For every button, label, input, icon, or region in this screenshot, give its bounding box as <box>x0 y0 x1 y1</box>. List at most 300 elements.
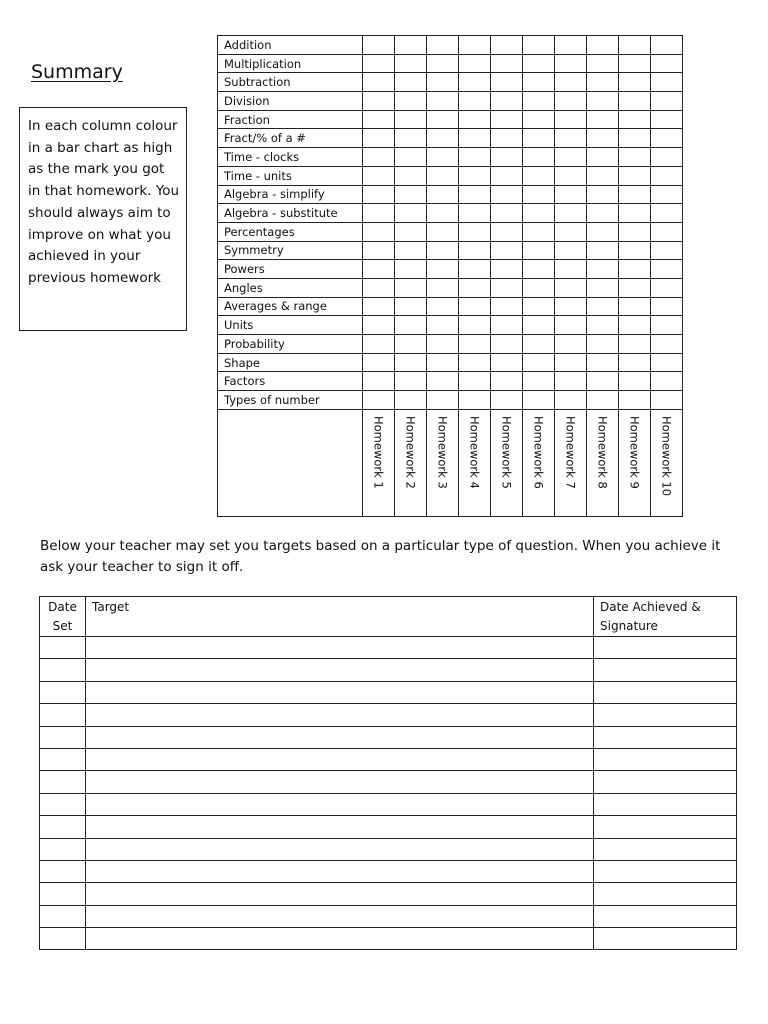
date-set-cell[interactable] <box>40 838 86 860</box>
homework-column-header <box>555 409 587 516</box>
mark-cell[interactable] <box>427 353 459 372</box>
mark-cell[interactable] <box>619 92 651 111</box>
topic-label: Units <box>218 316 363 335</box>
mark-cell[interactable] <box>523 185 555 204</box>
mark-cell[interactable] <box>555 92 587 111</box>
target-cell[interactable] <box>86 838 594 860</box>
target-cell[interactable] <box>86 748 594 770</box>
mark-cell[interactable] <box>459 222 491 241</box>
mark-cell[interactable] <box>619 391 651 410</box>
target-row <box>40 637 737 659</box>
mark-cell[interactable] <box>427 316 459 335</box>
mark-cell[interactable] <box>395 129 427 148</box>
target-cell[interactable] <box>86 704 594 726</box>
target-cell[interactable] <box>86 726 594 748</box>
mark-cell[interactable] <box>395 185 427 204</box>
mark-cell[interactable] <box>427 73 459 92</box>
mark-cell[interactable] <box>363 260 395 279</box>
mark-cell[interactable] <box>459 92 491 111</box>
mark-cell[interactable] <box>459 110 491 129</box>
mark-cell[interactable] <box>619 54 651 73</box>
mark-cell[interactable] <box>587 260 619 279</box>
mark-cell[interactable] <box>651 353 683 372</box>
mark-cell[interactable] <box>619 148 651 167</box>
mark-cell[interactable] <box>587 278 619 297</box>
mark-cell[interactable] <box>459 148 491 167</box>
topic-row <box>218 148 683 167</box>
mark-cell[interactable] <box>523 297 555 316</box>
mark-cell[interactable] <box>523 36 555 55</box>
homework-label: Homework 6 <box>531 415 546 489</box>
grid-corner-cell <box>218 409 363 516</box>
mark-cell[interactable] <box>427 185 459 204</box>
topic-label: Time - units <box>218 166 363 185</box>
target-cell[interactable] <box>86 771 594 793</box>
mark-cell[interactable] <box>523 278 555 297</box>
mark-cell[interactable] <box>555 241 587 260</box>
mark-cell[interactable] <box>363 166 395 185</box>
mark-cell[interactable] <box>555 204 587 223</box>
mark-cell[interactable] <box>491 110 523 129</box>
date-set-cell[interactable] <box>40 905 86 927</box>
date-achieved-cell[interactable] <box>594 928 737 950</box>
mark-cell[interactable] <box>459 73 491 92</box>
mark-cell[interactable] <box>523 92 555 111</box>
topic-row <box>218 73 683 92</box>
topic-label: Time - clocks <box>218 148 363 167</box>
date-set-cell[interactable] <box>40 726 86 748</box>
mark-cell[interactable] <box>427 148 459 167</box>
mark-cell[interactable] <box>459 241 491 260</box>
topic-row <box>218 110 683 129</box>
mark-cell[interactable] <box>651 73 683 92</box>
mark-cell[interactable] <box>427 222 459 241</box>
mark-cell[interactable] <box>363 73 395 92</box>
date-achieved-header: Date Achieved & Signature <box>594 597 737 637</box>
target-row <box>40 860 737 882</box>
mark-cell[interactable] <box>555 260 587 279</box>
mark-cell[interactable] <box>555 297 587 316</box>
mark-cell[interactable] <box>523 335 555 354</box>
topic-row <box>218 92 683 111</box>
mark-cell[interactable] <box>363 316 395 335</box>
mark-cell[interactable] <box>395 260 427 279</box>
date-set-cell[interactable] <box>40 860 86 882</box>
mark-cell[interactable] <box>459 353 491 372</box>
mark-cell[interactable] <box>491 391 523 410</box>
mark-cell[interactable] <box>459 316 491 335</box>
mark-cell[interactable] <box>523 166 555 185</box>
mark-cell[interactable] <box>523 391 555 410</box>
target-cell[interactable] <box>86 860 594 882</box>
mark-cell[interactable] <box>587 185 619 204</box>
mark-cell[interactable] <box>363 278 395 297</box>
mark-cell[interactable] <box>651 110 683 129</box>
target-row <box>40 659 737 681</box>
mark-cell[interactable] <box>491 185 523 204</box>
mark-cell[interactable] <box>363 297 395 316</box>
mark-cell[interactable] <box>427 54 459 73</box>
date-achieved-cell[interactable] <box>594 748 737 770</box>
date-set-cell[interactable] <box>40 816 86 838</box>
homework-column-header <box>395 409 427 516</box>
page-title: Summary <box>31 61 123 83</box>
mark-cell[interactable] <box>619 278 651 297</box>
date-set-cell[interactable] <box>40 681 86 703</box>
mark-cell[interactable] <box>363 92 395 111</box>
mark-cell[interactable] <box>427 166 459 185</box>
mark-cell[interactable] <box>491 316 523 335</box>
mark-cell[interactable] <box>491 54 523 73</box>
homework-label: Homework 3 <box>435 415 450 489</box>
targets-intro-text: Below your teacher may set you targets based on a particular type of question. When you achieve it ask your teacher to sign it off. <box>40 538 721 575</box>
mark-cell[interactable] <box>363 129 395 148</box>
homework-label: Homework 9 <box>627 415 642 489</box>
mark-cell[interactable] <box>427 204 459 223</box>
mark-cell[interactable] <box>587 129 619 148</box>
mark-cell[interactable] <box>491 92 523 111</box>
mark-cell[interactable] <box>491 36 523 55</box>
mark-cell[interactable] <box>523 54 555 73</box>
mark-cell[interactable] <box>651 166 683 185</box>
mark-cell[interactable] <box>427 260 459 279</box>
mark-cell[interactable] <box>363 185 395 204</box>
topic-label: Percentages <box>218 222 363 241</box>
date-achieved-cell[interactable] <box>594 793 737 815</box>
date-achieved-cell[interactable] <box>594 905 737 927</box>
mark-cell[interactable] <box>555 316 587 335</box>
date-achieved-cell[interactable] <box>594 659 737 681</box>
mark-cell[interactable] <box>395 391 427 410</box>
mark-cell[interactable] <box>523 204 555 223</box>
instructions-text: In each column colour in a bar chart as high as the mark you got in that homework. You should always aim to improve on what you achieved in your previous homework <box>28 118 180 286</box>
mark-cell[interactable] <box>491 241 523 260</box>
topic-label: Subtraction <box>218 73 363 92</box>
target-cell[interactable] <box>86 637 594 659</box>
mark-cell[interactable] <box>651 92 683 111</box>
date-achieved-cell[interactable] <box>594 726 737 748</box>
mark-cell[interactable] <box>459 260 491 279</box>
mark-cell[interactable] <box>491 166 523 185</box>
topic-row <box>218 185 683 204</box>
topic-row <box>218 297 683 316</box>
mark-cell[interactable] <box>555 335 587 354</box>
mark-cell[interactable] <box>651 36 683 55</box>
topic-row <box>218 335 683 354</box>
mark-cell[interactable] <box>651 391 683 410</box>
mark-cell[interactable] <box>555 73 587 92</box>
topic-label: Types of number <box>218 391 363 410</box>
date-achieved-cell[interactable] <box>594 816 737 838</box>
mark-cell[interactable] <box>651 297 683 316</box>
topic-row <box>218 222 683 241</box>
target-cell[interactable] <box>86 681 594 703</box>
mark-cell[interactable] <box>459 129 491 148</box>
mark-cell[interactable] <box>651 54 683 73</box>
mark-cell[interactable] <box>651 241 683 260</box>
target-cell[interactable] <box>86 816 594 838</box>
mark-cell[interactable] <box>587 335 619 354</box>
mark-cell[interactable] <box>523 110 555 129</box>
mark-cell[interactable] <box>427 110 459 129</box>
mark-cell[interactable] <box>427 36 459 55</box>
mark-cell[interactable] <box>651 316 683 335</box>
mark-cell[interactable] <box>523 241 555 260</box>
instructions-box <box>19 107 187 331</box>
topic-label: Factors <box>218 372 363 391</box>
mark-cell[interactable] <box>395 73 427 92</box>
mark-cell[interactable] <box>427 278 459 297</box>
mark-cell[interactable] <box>587 148 619 167</box>
homework-label: Homework 2 <box>403 415 418 489</box>
mark-cell[interactable] <box>363 222 395 241</box>
mark-cell[interactable] <box>555 353 587 372</box>
mark-cell[interactable] <box>651 185 683 204</box>
target-row <box>40 748 737 770</box>
mark-cell[interactable] <box>619 73 651 92</box>
mark-cell[interactable] <box>363 353 395 372</box>
date-set-cell[interactable] <box>40 704 86 726</box>
mark-cell[interactable] <box>651 129 683 148</box>
mark-cell[interactable] <box>427 335 459 354</box>
mark-cell[interactable] <box>363 372 395 391</box>
mark-cell[interactable] <box>619 241 651 260</box>
mark-cell[interactable] <box>427 391 459 410</box>
date-set-cell[interactable] <box>40 637 86 659</box>
homework-label: Homework 10 <box>659 415 674 496</box>
mark-cell[interactable] <box>587 204 619 223</box>
mark-cell[interactable] <box>363 36 395 55</box>
mark-cell[interactable] <box>491 260 523 279</box>
mark-cell[interactable] <box>523 372 555 391</box>
mark-cell[interactable] <box>651 148 683 167</box>
target-row <box>40 704 737 726</box>
mark-cell[interactable] <box>523 260 555 279</box>
mark-cell[interactable] <box>491 353 523 372</box>
mark-cell[interactable] <box>587 166 619 185</box>
mark-cell[interactable] <box>619 260 651 279</box>
mark-cell[interactable] <box>555 129 587 148</box>
mark-cell[interactable] <box>619 185 651 204</box>
date-achieved-cell[interactable] <box>594 704 737 726</box>
mark-cell[interactable] <box>459 335 491 354</box>
mark-cell[interactable] <box>651 335 683 354</box>
mark-cell[interactable] <box>555 54 587 73</box>
mark-cell[interactable] <box>619 222 651 241</box>
mark-cell[interactable] <box>427 297 459 316</box>
mark-cell[interactable] <box>395 148 427 167</box>
mark-cell[interactable] <box>491 222 523 241</box>
mark-cell[interactable] <box>619 36 651 55</box>
homework-label: Homework 7 <box>563 415 578 489</box>
homework-progress-grid <box>217 35 683 517</box>
mark-cell[interactable] <box>395 204 427 223</box>
mark-cell[interactable] <box>395 92 427 111</box>
date-set-cell[interactable] <box>40 748 86 770</box>
target-row <box>40 905 737 927</box>
mark-cell[interactable] <box>395 297 427 316</box>
mark-cell[interactable] <box>619 166 651 185</box>
mark-cell[interactable] <box>395 372 427 391</box>
mark-cell[interactable] <box>491 278 523 297</box>
topic-row <box>218 241 683 260</box>
mark-cell[interactable] <box>491 297 523 316</box>
mark-cell[interactable] <box>555 110 587 129</box>
mark-cell[interactable] <box>523 148 555 167</box>
mark-cell[interactable] <box>459 185 491 204</box>
mark-cell[interactable] <box>587 92 619 111</box>
topic-label: Algebra - simplify <box>218 185 363 204</box>
date-set-cell[interactable] <box>40 659 86 681</box>
mark-cell[interactable] <box>491 372 523 391</box>
mark-cell[interactable] <box>523 129 555 148</box>
mark-cell[interactable] <box>587 391 619 410</box>
mark-cell[interactable] <box>619 316 651 335</box>
target-cell[interactable] <box>86 793 594 815</box>
mark-cell[interactable] <box>459 391 491 410</box>
date-achieved-cell[interactable] <box>594 637 737 659</box>
mark-cell[interactable] <box>587 372 619 391</box>
topic-row <box>218 204 683 223</box>
mark-cell[interactable] <box>587 316 619 335</box>
topic-row <box>218 316 683 335</box>
target-row <box>40 681 737 703</box>
mark-cell[interactable] <box>619 204 651 223</box>
targets-table <box>39 596 737 950</box>
mark-cell[interactable] <box>427 129 459 148</box>
mark-cell[interactable] <box>459 278 491 297</box>
mark-cell[interactable] <box>555 372 587 391</box>
date-achieved-cell[interactable] <box>594 681 737 703</box>
mark-cell[interactable] <box>459 36 491 55</box>
mark-cell[interactable] <box>491 204 523 223</box>
mark-cell[interactable] <box>523 316 555 335</box>
homework-column-header <box>427 409 459 516</box>
mark-cell[interactable] <box>395 54 427 73</box>
mark-cell[interactable] <box>395 222 427 241</box>
mark-cell[interactable] <box>459 372 491 391</box>
mark-cell[interactable] <box>491 73 523 92</box>
mark-cell[interactable] <box>363 110 395 129</box>
mark-cell[interactable] <box>555 185 587 204</box>
mark-cell[interactable] <box>395 316 427 335</box>
mark-cell[interactable] <box>619 129 651 148</box>
homework-label: Homework 5 <box>499 415 514 489</box>
mark-cell[interactable] <box>587 297 619 316</box>
mark-cell[interactable] <box>587 241 619 260</box>
mark-cell[interactable] <box>587 36 619 55</box>
mark-cell[interactable] <box>555 391 587 410</box>
mark-cell[interactable] <box>651 222 683 241</box>
date-set-cell[interactable] <box>40 793 86 815</box>
mark-cell[interactable] <box>555 148 587 167</box>
topic-label: Averages & range <box>218 297 363 316</box>
target-cell[interactable] <box>86 883 594 905</box>
target-cell[interactable] <box>86 928 594 950</box>
mark-cell[interactable] <box>363 54 395 73</box>
mark-cell[interactable] <box>555 166 587 185</box>
mark-cell[interactable] <box>587 73 619 92</box>
mark-cell[interactable] <box>395 353 427 372</box>
topic-label: Symmetry <box>218 241 363 260</box>
date-achieved-cell[interactable] <box>594 883 737 905</box>
mark-cell[interactable] <box>651 204 683 223</box>
mark-cell[interactable] <box>363 241 395 260</box>
mark-cell[interactable] <box>395 241 427 260</box>
mark-cell[interactable] <box>395 335 427 354</box>
mark-cell[interactable] <box>587 353 619 372</box>
mark-cell[interactable] <box>523 353 555 372</box>
date-set-cell[interactable] <box>40 883 86 905</box>
mark-cell[interactable] <box>491 148 523 167</box>
date-set-cell[interactable] <box>40 771 86 793</box>
mark-cell[interactable] <box>491 129 523 148</box>
mark-cell[interactable] <box>363 335 395 354</box>
mark-cell[interactable] <box>619 372 651 391</box>
topic-row <box>218 166 683 185</box>
date-set-cell[interactable] <box>40 928 86 950</box>
homework-label: Homework 8 <box>595 415 610 489</box>
mark-cell[interactable] <box>523 73 555 92</box>
mark-cell[interactable] <box>491 335 523 354</box>
mark-cell[interactable] <box>587 54 619 73</box>
mark-cell[interactable] <box>427 92 459 111</box>
targets-header-row <box>40 597 737 637</box>
mark-cell[interactable] <box>651 372 683 391</box>
mark-cell[interactable] <box>587 110 619 129</box>
topic-label: Powers <box>218 260 363 279</box>
mark-cell[interactable] <box>651 260 683 279</box>
mark-cell[interactable] <box>459 297 491 316</box>
target-cell[interactable] <box>86 905 594 927</box>
mark-cell[interactable] <box>619 110 651 129</box>
mark-cell[interactable] <box>395 110 427 129</box>
topic-row <box>218 278 683 297</box>
mark-cell[interactable] <box>459 166 491 185</box>
mark-cell[interactable] <box>395 166 427 185</box>
mark-cell[interactable] <box>587 222 619 241</box>
mark-cell[interactable] <box>363 391 395 410</box>
mark-cell[interactable] <box>395 278 427 297</box>
topic-row <box>218 391 683 410</box>
mark-cell[interactable] <box>427 372 459 391</box>
target-cell[interactable] <box>86 659 594 681</box>
homework-column-header <box>587 409 619 516</box>
date-achieved-cell[interactable] <box>594 771 737 793</box>
mark-cell[interactable] <box>619 335 651 354</box>
mark-cell[interactable] <box>619 353 651 372</box>
target-row <box>40 771 737 793</box>
mark-cell[interactable] <box>523 222 555 241</box>
mark-cell[interactable] <box>555 222 587 241</box>
homework-label-row <box>218 409 683 516</box>
mark-cell[interactable] <box>363 148 395 167</box>
date-achieved-cell[interactable] <box>594 860 737 882</box>
date-achieved-cell[interactable] <box>594 838 737 860</box>
mark-cell[interactable] <box>395 36 427 55</box>
mark-cell[interactable] <box>619 297 651 316</box>
mark-cell[interactable] <box>459 204 491 223</box>
target-row <box>40 726 737 748</box>
homework-column-header <box>651 409 683 516</box>
mark-cell[interactable] <box>555 278 587 297</box>
topic-label: Fraction <box>218 110 363 129</box>
mark-cell[interactable] <box>459 54 491 73</box>
mark-cell[interactable] <box>363 204 395 223</box>
mark-cell[interactable] <box>651 278 683 297</box>
mark-cell[interactable] <box>555 36 587 55</box>
mark-cell[interactable] <box>427 241 459 260</box>
